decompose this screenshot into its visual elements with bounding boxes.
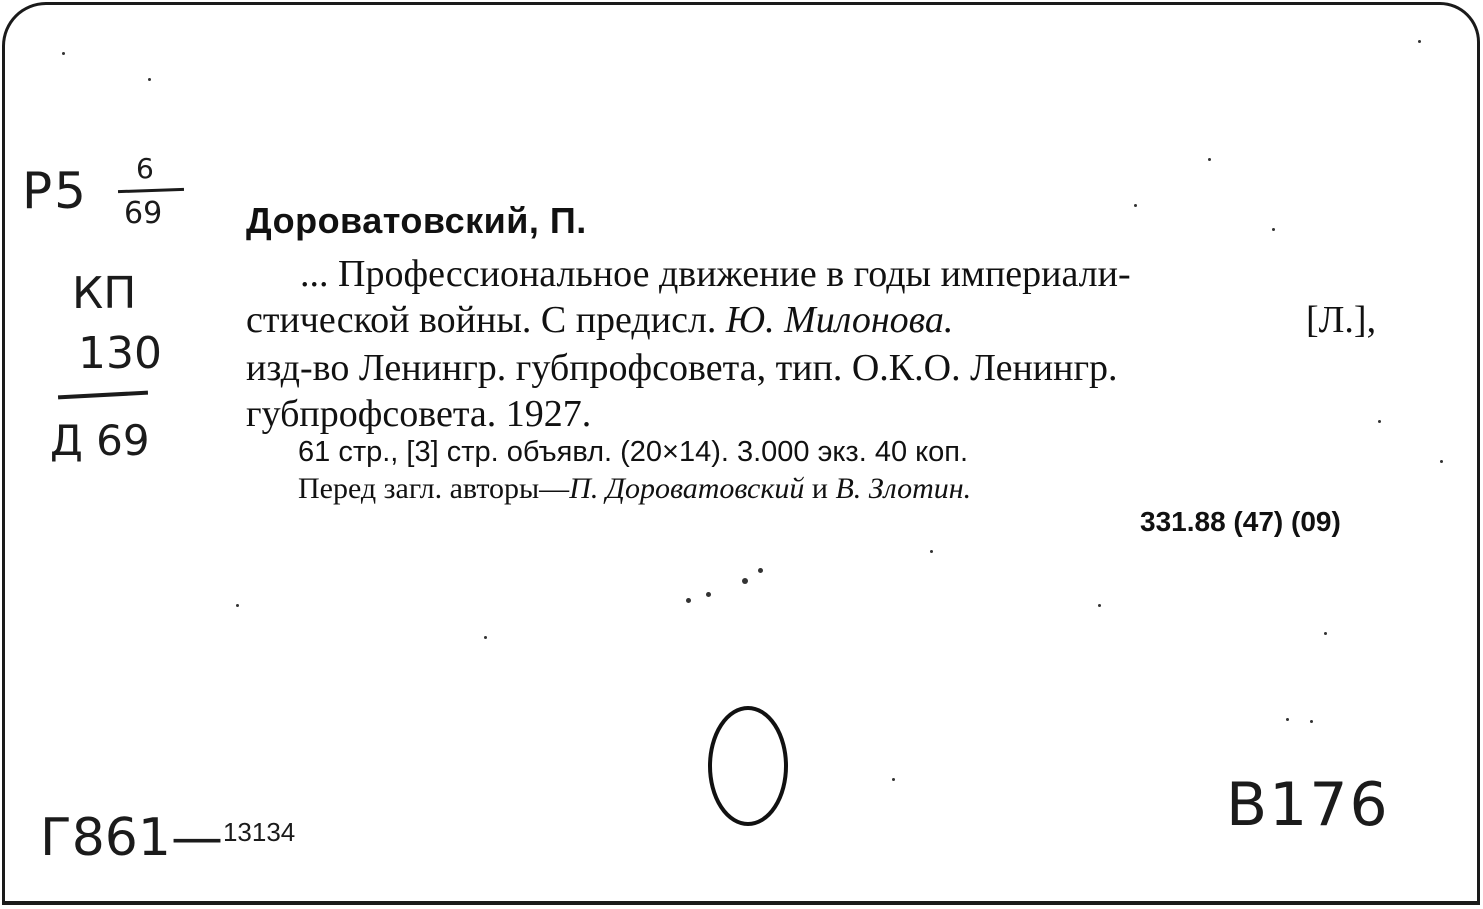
scan-speck bbox=[484, 636, 487, 639]
title-line-3: изд-во Ленингр. губпрофсовета, тип. О.К.О. Ленингр. bbox=[246, 347, 1118, 389]
title-line-2-text: стической войны. С предисл. bbox=[246, 299, 726, 341]
scan-speck bbox=[1440, 460, 1443, 463]
scan-speck bbox=[892, 778, 895, 781]
note-author-2: В. Злотин. bbox=[835, 472, 972, 505]
inventory-number: 13134 bbox=[222, 817, 296, 847]
scan-speck bbox=[706, 592, 711, 597]
publication-place: [Л.], bbox=[1306, 299, 1377, 341]
scan-speck bbox=[1286, 718, 1289, 721]
scan-speck bbox=[1134, 204, 1137, 207]
scan-speck bbox=[148, 78, 151, 81]
note bbox=[298, 472, 971, 506]
inventory-prefix: Г861— bbox=[40, 808, 223, 868]
scan-speck bbox=[1310, 720, 1313, 723]
shelfmark-fraction-bottom: 69 bbox=[124, 196, 163, 231]
note-conjunction: и bbox=[804, 472, 836, 505]
scan-speck bbox=[1208, 158, 1211, 161]
shelfmark-kp: КП bbox=[72, 268, 137, 319]
classification-number: 331.88 (47) (09) bbox=[1140, 506, 1341, 537]
scan-speck bbox=[1324, 632, 1327, 635]
preface-author: Ю. Милонова. bbox=[725, 299, 954, 341]
title-line-1: ... Профессиональное движение в годы империали- bbox=[300, 253, 1131, 295]
scan-speck bbox=[686, 598, 691, 603]
author-heading: Дороватовский, П. bbox=[246, 200, 587, 241]
scan-speck bbox=[1418, 40, 1421, 43]
shelfmark-code: Д 69 bbox=[50, 416, 150, 465]
title-line-2 bbox=[246, 298, 1377, 342]
scan-speck bbox=[742, 578, 748, 584]
shelfmark-ps: P5 bbox=[22, 162, 88, 220]
collation: 61 стр., [3] стр. объявл. (20×14). 3.000 экз. 40 коп. bbox=[298, 436, 969, 468]
scan-speck bbox=[930, 550, 933, 553]
circle-mark bbox=[696, 698, 806, 838]
scan-speck bbox=[758, 568, 763, 573]
shelfmark-kp-number: 130 bbox=[78, 328, 162, 379]
scan-speck bbox=[1378, 420, 1381, 423]
note-text: Перед загл. авторы— bbox=[298, 472, 570, 505]
title-line-4: губпрофсовета. 1927. bbox=[246, 393, 592, 435]
scan-speck bbox=[1098, 604, 1101, 607]
scan-speck bbox=[236, 604, 239, 607]
note-author-1: П. Дороватовский bbox=[569, 472, 805, 505]
shelf-code-bottom-right: B176 bbox=[1226, 770, 1390, 840]
inventory-mark bbox=[40, 808, 295, 868]
scan-speck bbox=[1272, 228, 1275, 231]
scan-speck bbox=[62, 52, 65, 55]
shelfmark-fraction-top: 6 bbox=[136, 152, 154, 185]
